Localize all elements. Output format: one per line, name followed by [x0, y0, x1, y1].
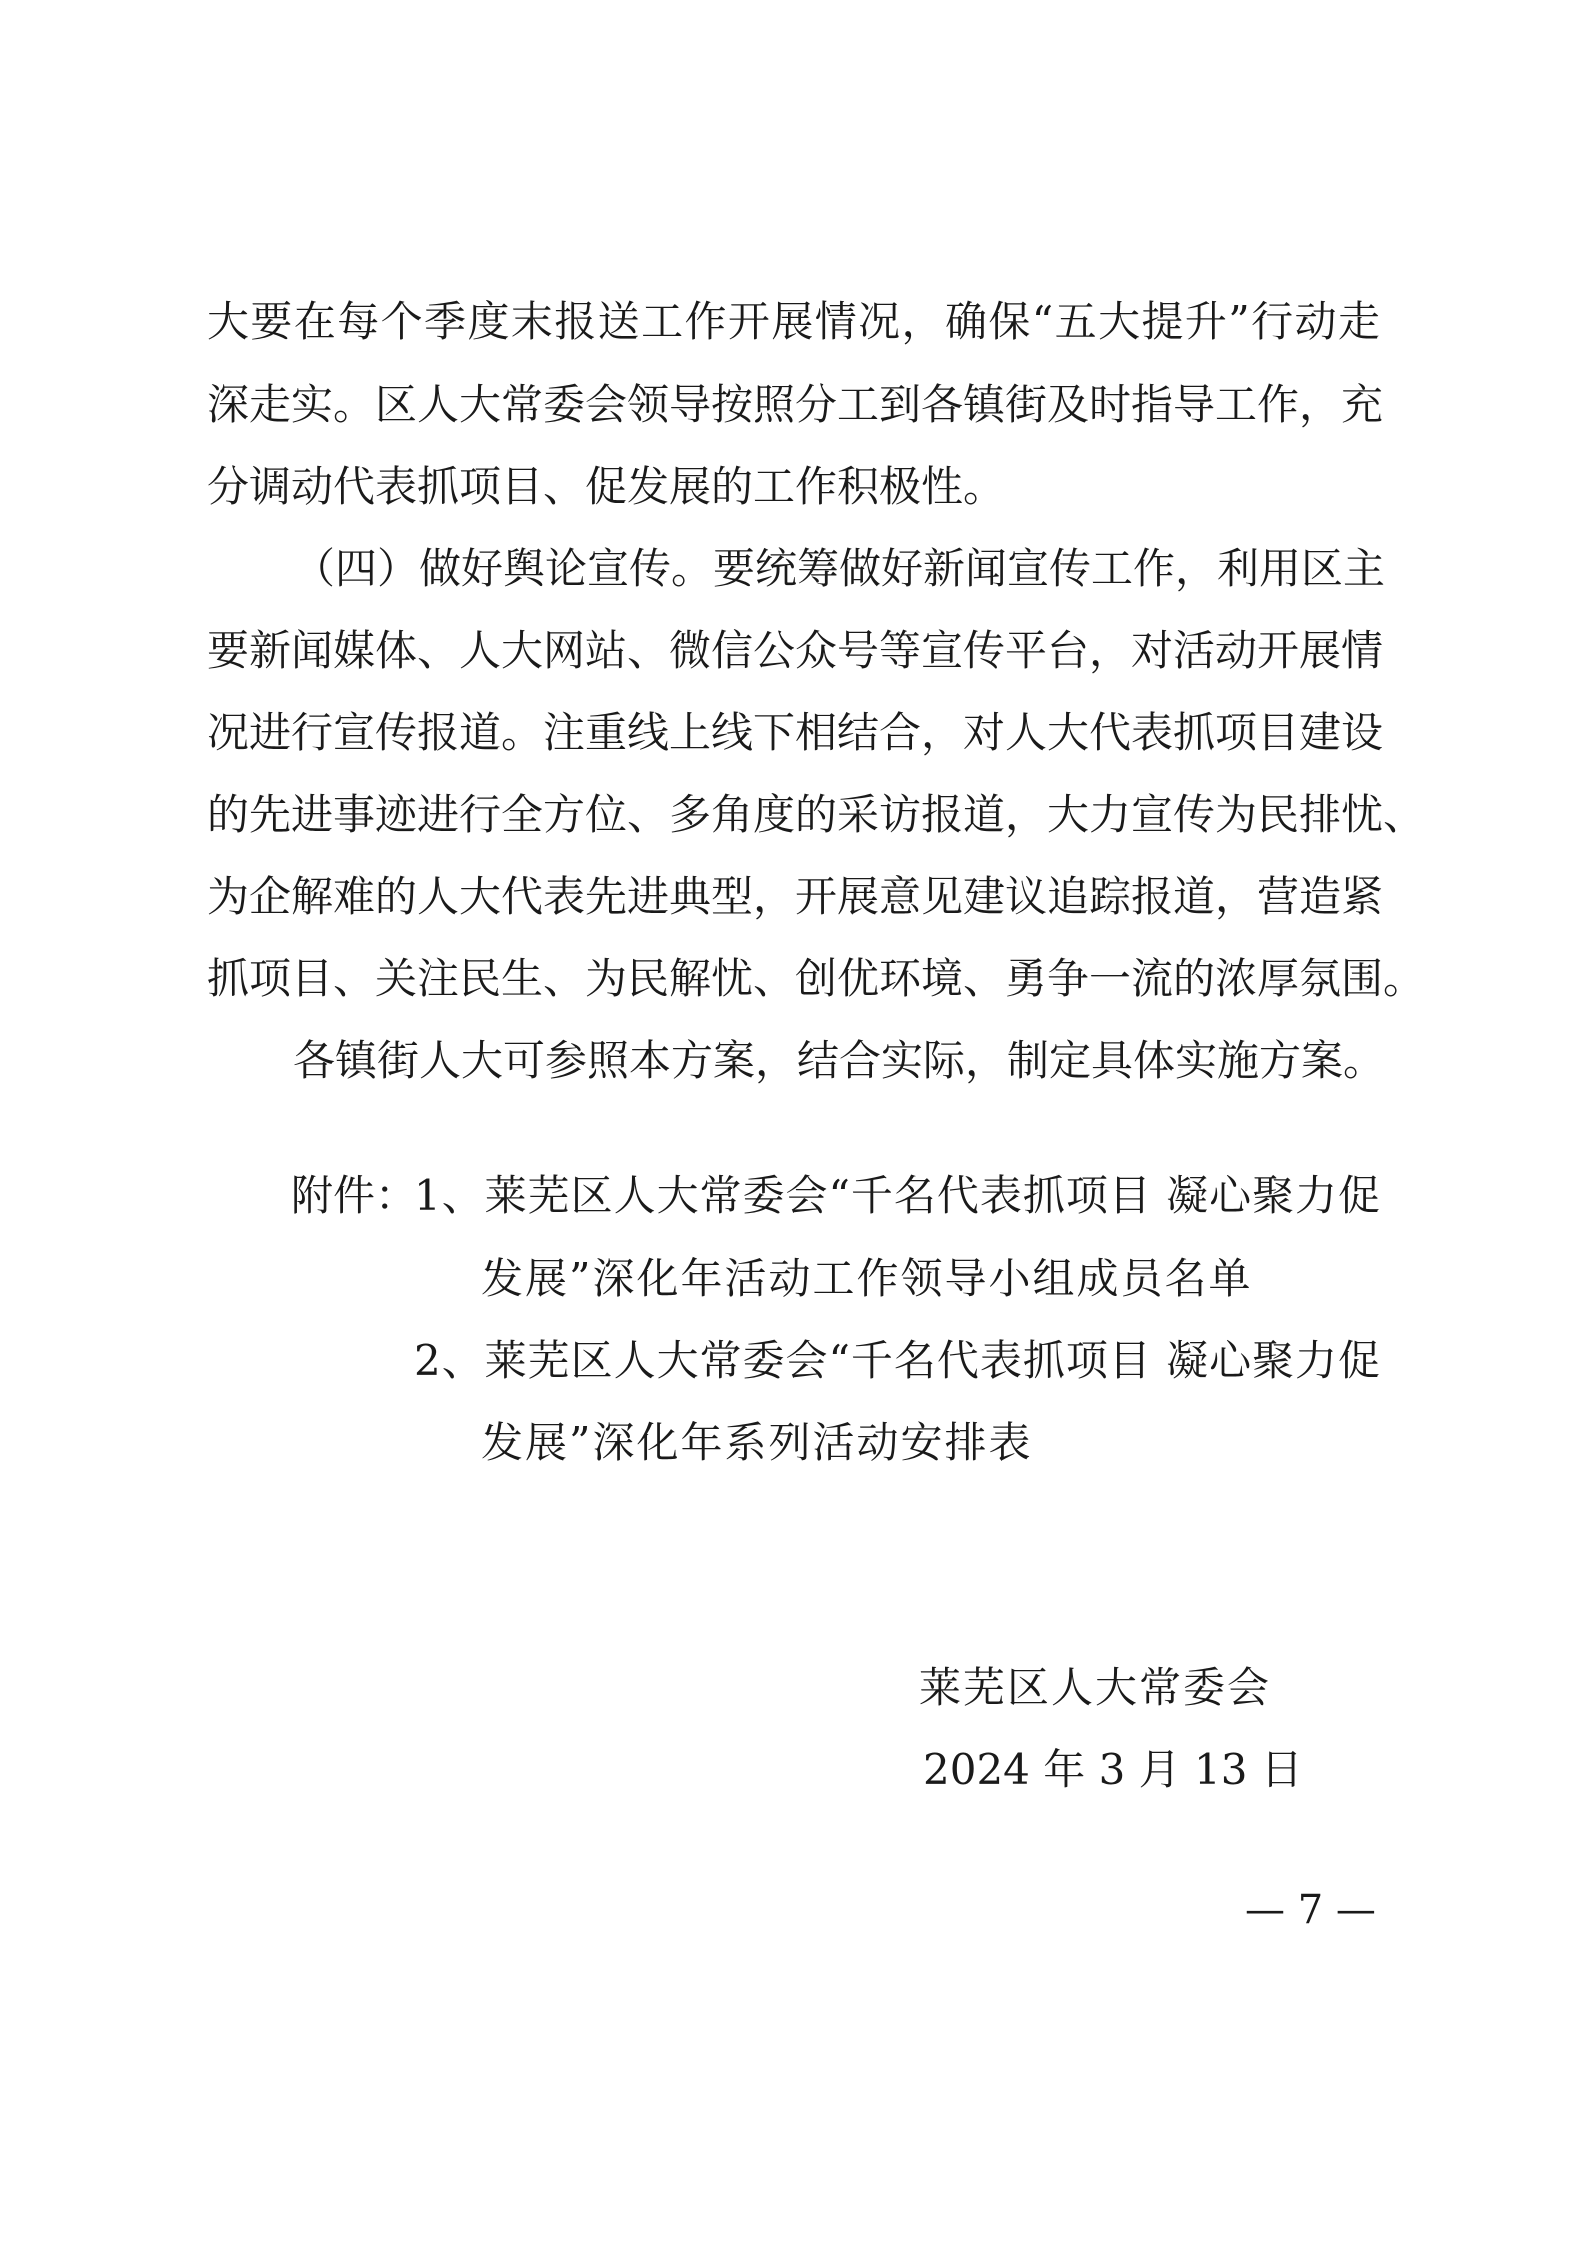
page-number: — 7 — — [1245, 1887, 1376, 1933]
attachment-item-1-continued: 发展”深化年活动工作领导小组成员名单 — [481, 1254, 1253, 1303]
paragraph-line: 为企解难的人大代表先进典型，开展意见建议追踪报道，营造紧 — [207, 872, 1384, 921]
paragraph-line: 各镇街人大可参照本方案，结合实际，制定具体实施方案。 — [293, 1036, 1386, 1085]
paragraph-line: 的先进事迹进行全方位、多角度的采访报道，大力宣传为民排忧、 — [207, 790, 1426, 839]
attachment-item-2-continued: 发展”深化年系列活动安排表 — [481, 1418, 1033, 1467]
signature-date: 2024 年 3 月 13 日 — [923, 1745, 1303, 1794]
attachments-label: 附件： — [291, 1171, 418, 1220]
signature-organization: 莱芜区人大常委会 — [919, 1663, 1272, 1712]
attachment-item-1: 1、莱芜区人大常委会“千名代表抓项目 凝心聚力促 — [414, 1171, 1380, 1220]
paragraph-line: 况进行宣传报道。注重线上线下相结合，对人大代表抓项目建设 — [207, 708, 1384, 757]
paragraph-line: 分调动代表抓项目、促发展的工作积极性。 — [207, 462, 1006, 511]
attachment-item-2: 2、莱芜区人大常委会“千名代表抓项目 凝心聚力促 — [414, 1336, 1380, 1385]
paragraph-line: 大要在每个季度末报送工作开展情况，确保“五大提升”行动走 — [207, 297, 1380, 346]
paragraph-line: 深走实。区人大常委会领导按照分工到各镇街及时指导工作，充 — [207, 380, 1384, 429]
paragraph-line: 要新闻媒体、人大网站、微信公众号等宣传平台，对活动开展情 — [207, 626, 1384, 675]
paragraph-line: 抓项目、关注民生、为民解忧、创优环境、勇争一流的浓厚氛围。 — [207, 954, 1426, 1003]
section-heading-line: （四）做好舆论宣传。要统筹做好新闻宣传工作，利用区主 — [293, 544, 1386, 593]
